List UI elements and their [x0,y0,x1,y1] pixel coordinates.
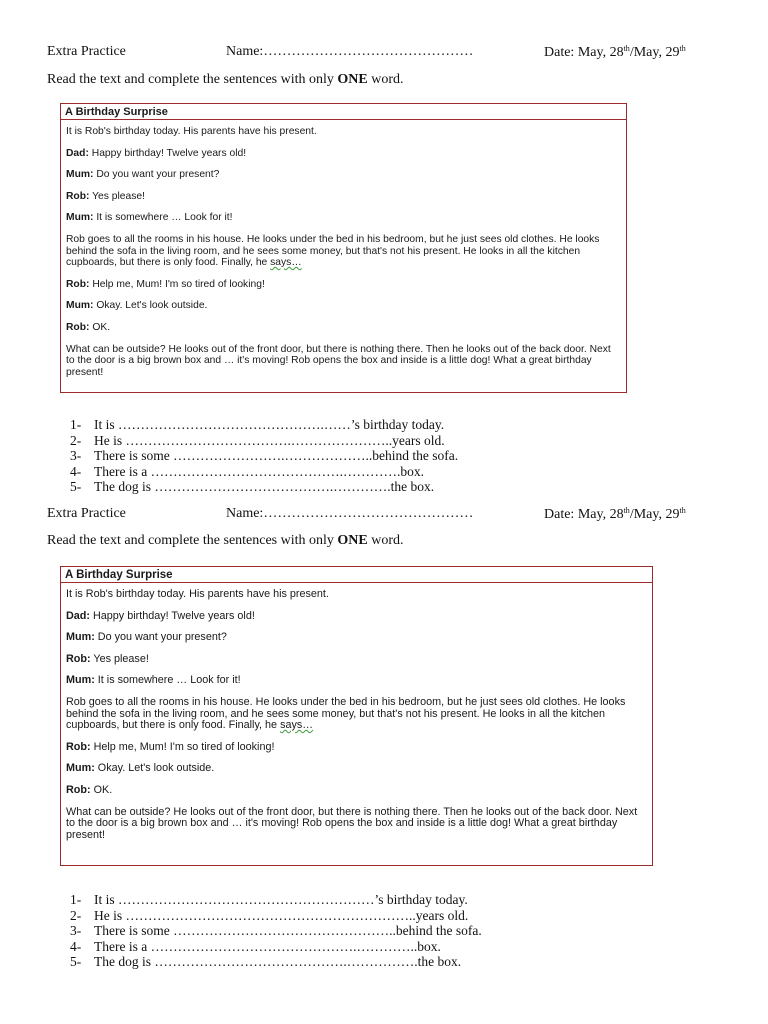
question-list [70,417,458,495]
question-item: 2- He is ………………………………………………………..years old. [70,907,469,923]
story-box [60,566,653,866]
name-field: Name:……………………………………… [226,44,474,59]
header-label: Extra Practice [47,506,126,521]
dialogue-line: Mum: Okay. Let's look outside. [66,300,208,312]
question-item: 4- There is a ……………………………………….…………..box. [70,938,441,954]
question-item: 2- He is ……………………………….…………………..years old. [70,432,445,448]
story-title: A Birthday Surprise [61,104,626,120]
story-paragraph: Rob goes to all the rooms in his house. He looks under the bed in his bedroom, but he just sees old clothes. He looks behind the sofa in the living room, and he sees some money, but that's not his present. He looks in all the kitchen cupboards, but there is only food. Finally, he says… [66,233,600,269]
instruction: Read the text and complete the sentences with only ONE word. [47,533,404,548]
question-list [70,892,482,970]
story-intro: It is Rob's birthday today. His parents have his present. [66,126,317,137]
dialogue-line: Rob: Yes please! [66,652,149,665]
dialogue-line: Dad: Happy birthday! Twelve years old! [66,609,255,622]
dialogue-line: Mum: Okay. Let's look outside. [66,762,215,775]
question-item: 5- The dog is …………………………………….…………….the box. [70,954,462,969]
story-paragraph: What can be outside? He looks out of the front door, but there is nothing there. Then he looks out of the back door. Next to the door is a big brown box and … it's moving! Rob opens the box and inside is a little dog! What a great birthday present! [66,343,611,378]
dialogue-line: Rob: OK. [66,321,111,333]
question-item: 3- There is some …………………….………………..behind the sofa. [70,448,459,463]
dialogue-line: Mum: It is somewhere … Look for it! [66,674,241,687]
dialogue-line: Mum: Do you want your present? [66,169,220,181]
story-paragraph: Rob goes to all the rooms in his house. He looks under the bed in his bedroom, but he just sees old clothes. He looks behind the sofa in the living room, and he sees some money, but that's not his present. He looks in all the kitchen cupboards, but there is only food. Finally, he says… [66,695,626,732]
dialogue-line: Rob: Help me, Mum! I'm so tired of looking! [66,740,275,753]
dialogue-line: Rob: Yes please! [66,190,145,202]
question-item: 3- There is some …………………………………………..behind the sofa. [70,923,482,938]
story-paragraph: What can be outside? He looks out of the front door, but there is nothing there. Then he looks out of the back door. Next to the door is a big brown box and … it's moving! Rob opens the box and inside is a little dog! What a great birthday present! [66,805,638,841]
question-item: 1- It is ……………………………………….……’s birthday today. [70,417,445,432]
question-item: 4- There is a …………………………………….………….box. [70,463,424,479]
header-label: Extra Practice [47,44,126,59]
date-label: Date: May, 28th/May, 29th [544,506,686,522]
dialogue-line: Rob: OK. [66,783,113,796]
story-title: A Birthday Surprise [61,567,652,583]
date-label: Date: May, 28th/May, 29th [544,44,686,60]
dialogue-line: Dad: Happy birthday! Twelve years old! [66,147,247,159]
story-intro: It is Rob's birthday today. His parents have his present. [66,588,329,600]
dialogue-line: Mum: Do you want your present? [66,631,227,644]
name-field: Name:……………………………………… [226,506,474,521]
story-box [60,103,627,393]
question-item: 1- It is …………………………………………………’s birthday today. [70,892,468,907]
dialogue-line: Rob: Help me, Mum! I'm so tired of looking! [66,278,265,290]
instruction: Read the text and complete the sentences with only ONE word. [47,72,404,87]
dialogue-line: Mum: It is somewhere … Look for it! [66,212,233,224]
question-item: 5- The dog is ………………………………….………….the box. [70,479,435,494]
